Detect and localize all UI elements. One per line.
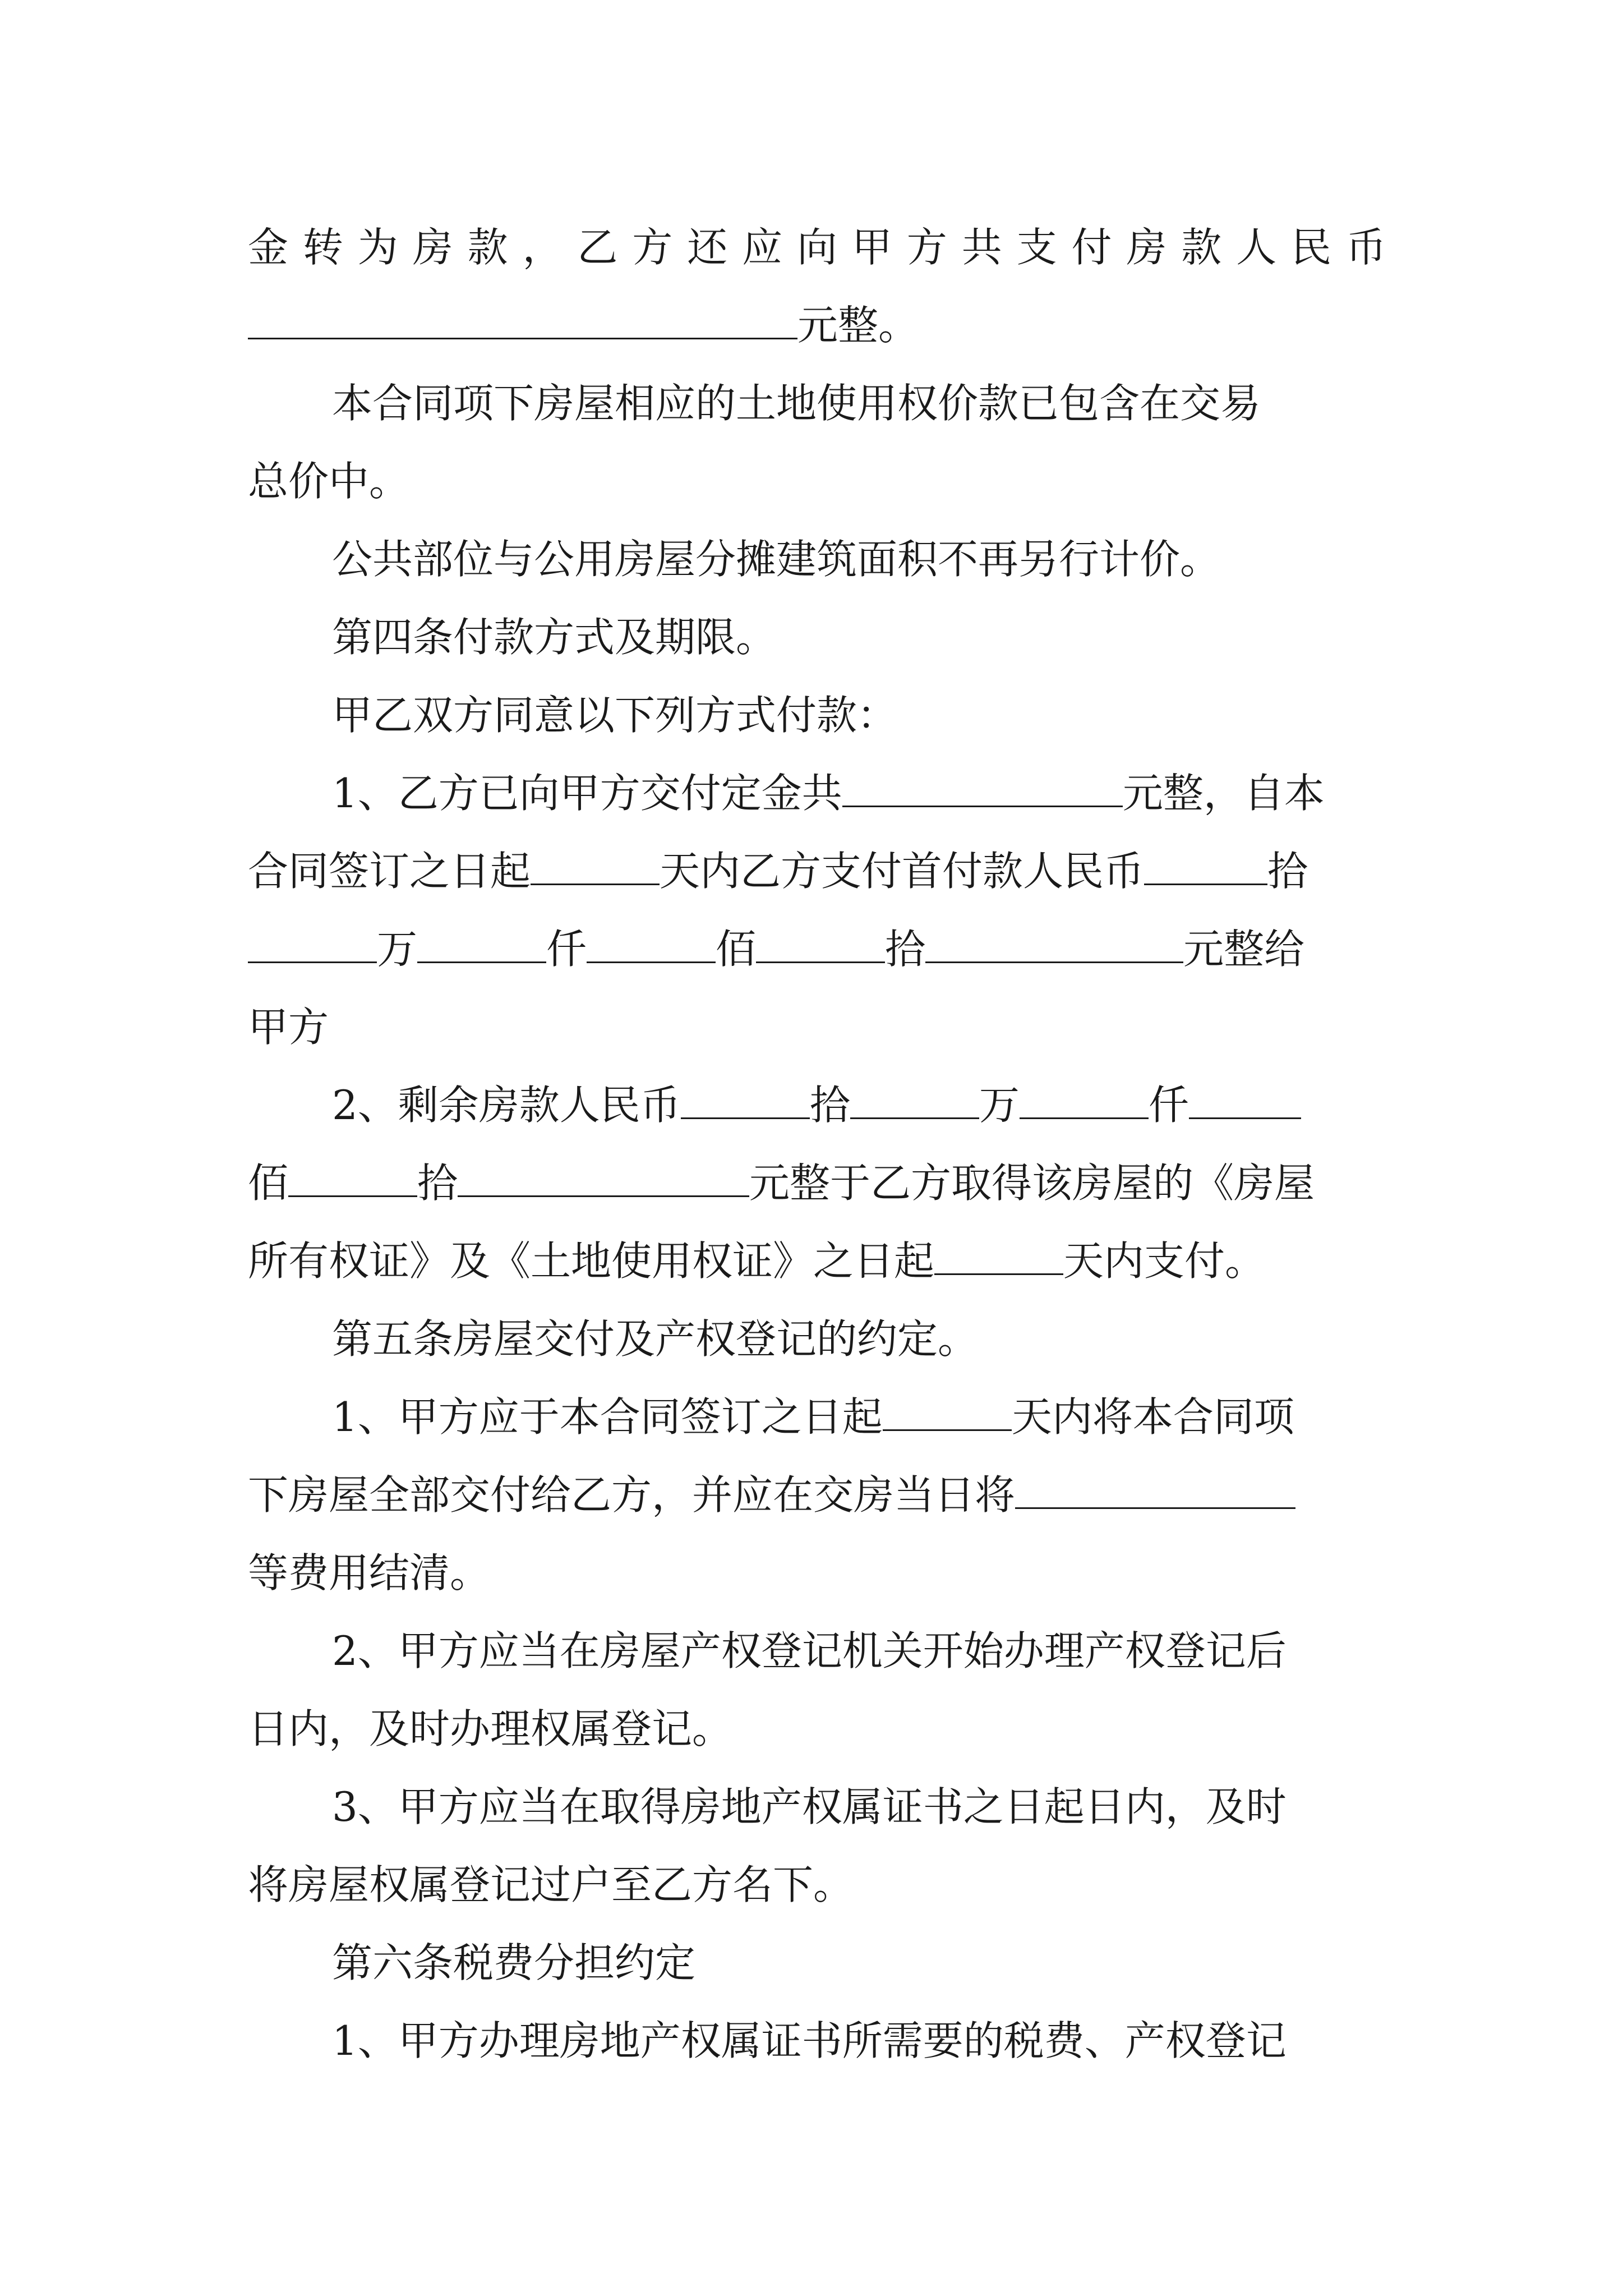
- text-line: 日内，及时办理权属登记。: [248, 1705, 733, 1752]
- text-line: [248, 1222, 1386, 1300]
- line-text: 1、乙方已向甲方交付定金共: [332, 770, 842, 817]
- text-line: [248, 910, 1386, 988]
- section-heading: 第四条付款方式及期限。: [332, 614, 777, 661]
- fill-blank[interactable]: [934, 1236, 1063, 1275]
- line-text: 拾: [809, 1082, 850, 1129]
- text-line: 1、甲方办理房地产权属证书所需要的税费、产权登记: [332, 2017, 1287, 2064]
- fill-blank[interactable]: [883, 1392, 1012, 1431]
- fill-blank[interactable]: [756, 924, 885, 963]
- line-text: 元整给: [1183, 926, 1305, 973]
- text-line: 金转为房款，乙方还应向甲方共支付房款人民币: [248, 224, 1386, 271]
- text-line: [248, 1456, 1386, 1534]
- fill-blank[interactable]: [842, 769, 1123, 807]
- fill-blank[interactable]: [1189, 1080, 1301, 1119]
- line-text: 合同签订之日起: [248, 848, 531, 895]
- text-line: [248, 1378, 1386, 1456]
- line-text: 万: [377, 926, 418, 973]
- text-line: 甲方: [248, 1004, 329, 1051]
- line-text: 元整。: [797, 302, 919, 349]
- line-text: 天内将本合同项: [1011, 1393, 1294, 1441]
- line-text: 元整于乙方取得该房屋的《房屋: [749, 1159, 1315, 1207]
- line-text: 天内乙方支付首付款人民币: [660, 848, 1145, 895]
- fill-blank[interactable]: [288, 1158, 417, 1197]
- line-text: 仟: [1148, 1082, 1189, 1129]
- fill-blank[interactable]: [681, 1080, 810, 1119]
- text-line: 将房屋权属登记过户至乙方名下。: [248, 1861, 854, 1908]
- text-line: [248, 287, 1386, 365]
- line-text: 所有权证》及《土地使用权证》之日起: [248, 1237, 935, 1285]
- text-line: [248, 1066, 1386, 1144]
- fill-blank[interactable]: [1020, 1080, 1149, 1119]
- text-line: 3、甲方应当在取得房地产权属证书之日起日内，及时: [332, 1783, 1287, 1830]
- fill-blank[interactable]: [417, 924, 546, 963]
- text-line: [248, 832, 1386, 910]
- section-heading: 第六条税费分担约定: [332, 1939, 696, 1986]
- line-text: 拾: [885, 926, 926, 973]
- section-heading: 第五条房屋交付及产权登记的约定。: [332, 1315, 979, 1363]
- fill-blank[interactable]: [1144, 846, 1267, 885]
- line-text: 万: [979, 1082, 1020, 1129]
- line-text: 元整，自本: [1122, 770, 1325, 817]
- line-text: 拾: [417, 1159, 458, 1207]
- fill-blank[interactable]: [925, 924, 1183, 963]
- text-line: 公共部位与公用房屋分摊建筑面积不再另行计价。: [332, 536, 1221, 583]
- fill-blank[interactable]: [458, 1158, 749, 1197]
- text-line: [248, 1144, 1386, 1222]
- line-text: 天内支付。: [1063, 1237, 1266, 1285]
- line-text: 1、甲方应于本合同签订之日起: [332, 1393, 883, 1441]
- line-text: 佰: [716, 926, 757, 973]
- text-line: [248, 754, 1386, 832]
- line-text: 拾: [1267, 848, 1308, 895]
- text-line: 2、甲方应当在房屋产权登记机关开始办理产权登记后: [332, 1627, 1287, 1674]
- fill-blank[interactable]: [850, 1080, 979, 1119]
- fill-blank[interactable]: [248, 301, 797, 339]
- text-line: 总价中。: [248, 458, 410, 505]
- fill-blank[interactable]: [587, 924, 716, 963]
- line-text: 2、剩余房款人民币: [332, 1082, 681, 1129]
- line-text: 仟: [546, 926, 587, 973]
- fill-blank[interactable]: [248, 924, 377, 963]
- fill-blank[interactable]: [531, 846, 660, 885]
- text-line: 本合同项下房屋相应的土地使用权价款已包含在交易: [332, 380, 1261, 427]
- line-text: 下房屋全部交付给乙方，并应在交房当日将: [248, 1471, 1016, 1519]
- text-line: 等费用结清。: [248, 1549, 491, 1596]
- text-line: 甲乙双方同意以下列方式付款：: [332, 692, 898, 739]
- line-text: 佰: [248, 1159, 289, 1207]
- contract-text: [248, 209, 1386, 2080]
- fill-blank[interactable]: [1015, 1470, 1295, 1509]
